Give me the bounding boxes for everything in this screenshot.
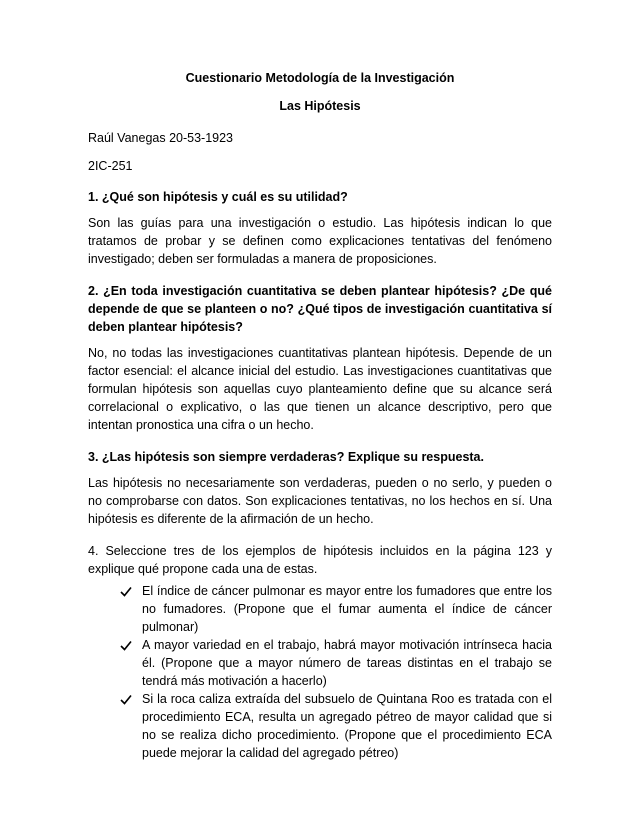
answer-1: Son las guías para una investigación o estudio. Las hipótesis indican lo que tratamos de probar y se definen como explicaciones tentativas del fenómeno investigado; deben ser formuladas a manera de proposiciones. xyxy=(88,216,552,266)
check-mark-icon xyxy=(120,636,134,654)
document-subtitle: Las Hipótesis xyxy=(279,99,361,113)
document-title: Cuestionario Metodología de la Investigación xyxy=(185,71,455,85)
question-4: 4. Seleccione tres de los ejemplos de hipótesis incluidos en la página 123 y explique qué propone cada una de estas. xyxy=(88,544,552,576)
check-mark-icon xyxy=(120,582,134,600)
list-item-text: A mayor variedad en el trabajo, habrá mayor motivación intrínseca hacia él. (Propone que a mayor número de tareas distintas en el trabajo se tendrá más motivación a hacerlo) xyxy=(142,638,552,688)
list-item xyxy=(120,690,552,762)
list-item-text: El índice de cáncer pulmonar es mayor entre los fumadores que entre los no fumadores. (Propone que el fumar aumenta el índice de cáncer pulmonar) xyxy=(142,584,552,634)
list-item xyxy=(120,636,552,690)
author-group: 2IC-251 xyxy=(88,159,133,173)
question-3: 3. ¿Las hipótesis son siempre verdaderas? Explique su respuesta. xyxy=(88,450,484,464)
list-item-text: Si la roca caliza extraída del subsuelo de Quintana Roo es tratada con el procedimiento ECA, resulta un agregado pétreo de mayor calidad que si no se realiza dicho procedimiento. (Propone que el procedimiento ECA puede mejorar la calidad del agregado pétreo) xyxy=(142,692,552,760)
answer-3: Las hipótesis no necesariamente son verdaderas, pueden o no serlo, y pueden o no comprobarse con datos. Son explicaciones tentativas, no los hechos en sí. Una hipótesis es diferente de la afirmación de un hecho. xyxy=(88,476,552,526)
author-name: Raúl Vanegas 20-53-1923 xyxy=(88,131,234,145)
answer-2: No, no todas las investigaciones cuantitativas plantean hipótesis. Depende de un factor esencial: el alcance inicial del estudio. Las investigaciones cuantitativas que formulan hipótesis son aquellas cuyo planteamiento define que su alcance será correlacional o explicativo, o las que tienen un alcance descriptivo, pero que intentan pronostica una cifra o un hecho. xyxy=(88,346,552,432)
check-mark-icon xyxy=(120,690,134,708)
hypothesis-examples-list xyxy=(88,582,552,762)
list-item xyxy=(120,582,552,636)
question-1: 1. ¿Qué son hipótesis y cuál es su utilidad? xyxy=(88,190,348,204)
question-2: 2. ¿En toda investigación cuantitativa se deben plantear hipótesis? ¿De qué depende de que se planteen o no? ¿Qué tipos de investigación cuantitativa sí deben plantear hipótesis? xyxy=(88,284,552,334)
